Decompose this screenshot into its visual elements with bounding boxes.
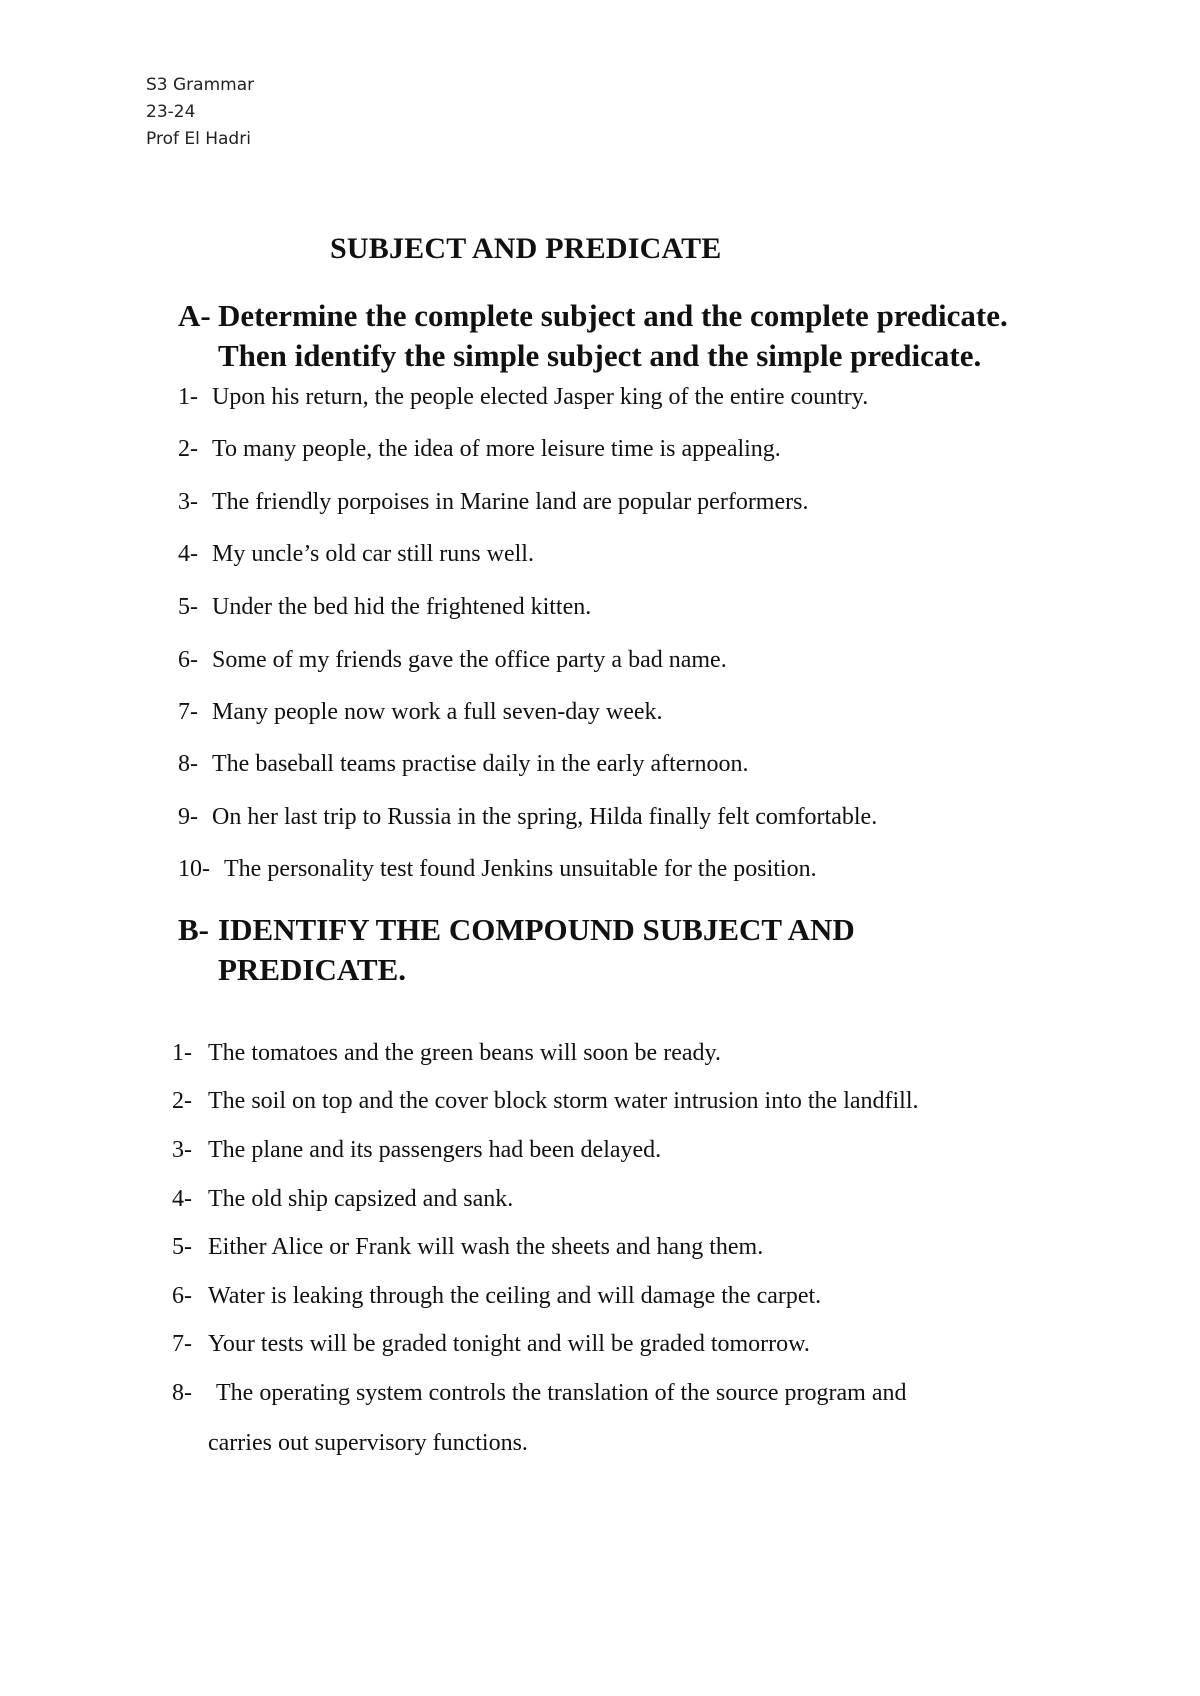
item-text: Under the bed hid the frightened kitten. (212, 594, 592, 620)
item-number: 1- (178, 384, 198, 410)
item-number: 4- (172, 1186, 192, 1212)
item-text: The plane and its passengers had been delayed. (208, 1137, 662, 1163)
item-number: 6- (172, 1283, 192, 1309)
item-text: The baseball teams practise daily in the early afternoon. (212, 751, 749, 777)
item-text: My uncle’s old car still runs well. (212, 541, 534, 567)
item-number: 9- (178, 804, 198, 830)
item-number: 7- (172, 1331, 192, 1357)
item-number: 2- (178, 436, 198, 462)
item-text: Upon his return, the people elected Jasper king of the entire country. (212, 384, 869, 410)
course-label: S3 Grammar (146, 75, 255, 95)
page-title: SUBJECT AND PREDICATE (330, 232, 722, 265)
item-text: The soil on top and the cover block storm water intrusion into the landfill. (208, 1088, 919, 1114)
item-text-continuation: carries out supervisory functions. (208, 1430, 528, 1456)
item-text: The operating system controls the translation of the source program and (216, 1380, 907, 1406)
item-number: 5- (178, 594, 198, 620)
section-b-instruction-line1: IDENTIFY THE COMPOUND SUBJECT AND (218, 912, 855, 947)
academic-year: 23-24 (146, 102, 196, 122)
item-text: The friendly porpoises in Marine land are popular performers. (212, 489, 809, 515)
item-text: The tomatoes and the green beans will soon be ready. (208, 1040, 721, 1066)
item-number: 5- (172, 1234, 192, 1260)
item-text: To many people, the idea of more leisure time is appealing. (212, 436, 781, 462)
section-b-prefix: B- (178, 912, 209, 947)
item-number: 3- (178, 489, 198, 515)
item-number: 3- (172, 1137, 192, 1163)
item-text: Either Alice or Frank will wash the sheets and hang them. (208, 1234, 764, 1260)
section-a-prefix: A- (178, 298, 211, 333)
item-number: 4- (178, 541, 198, 567)
item-text: Your tests will be graded tonight and will be graded tomorrow. (208, 1331, 810, 1357)
item-text: Some of my friends gave the office party a bad name. (212, 647, 727, 673)
item-number: 2- (172, 1088, 192, 1114)
item-text: Water is leaking through the ceiling and will damage the carpet. (208, 1283, 822, 1309)
item-text: The old ship capsized and sank. (208, 1186, 514, 1212)
professor-name: Prof El Hadri (146, 129, 251, 149)
item-number: 8- (178, 751, 198, 777)
item-number: 1- (172, 1040, 192, 1066)
item-text: Many people now work a full seven-day week. (212, 699, 663, 725)
section-a-instruction-line1: Determine the complete subject and the complete predicate. (218, 298, 1008, 333)
item-text: The personality test found Jenkins unsuitable for the position. (224, 856, 817, 882)
item-text: On her last trip to Russia in the spring, Hilda finally felt comfortable. (212, 804, 878, 830)
document-header (146, 72, 254, 153)
section-a-instruction-line2: Then identify the simple subject and the simple predicate. (218, 338, 982, 373)
item-number: 7- (178, 699, 198, 725)
item-number: 8- (172, 1380, 192, 1406)
item-number: 10- (178, 856, 210, 882)
section-b-instruction-line2: PREDICATE. (218, 952, 407, 987)
item-number: 6- (178, 647, 198, 673)
